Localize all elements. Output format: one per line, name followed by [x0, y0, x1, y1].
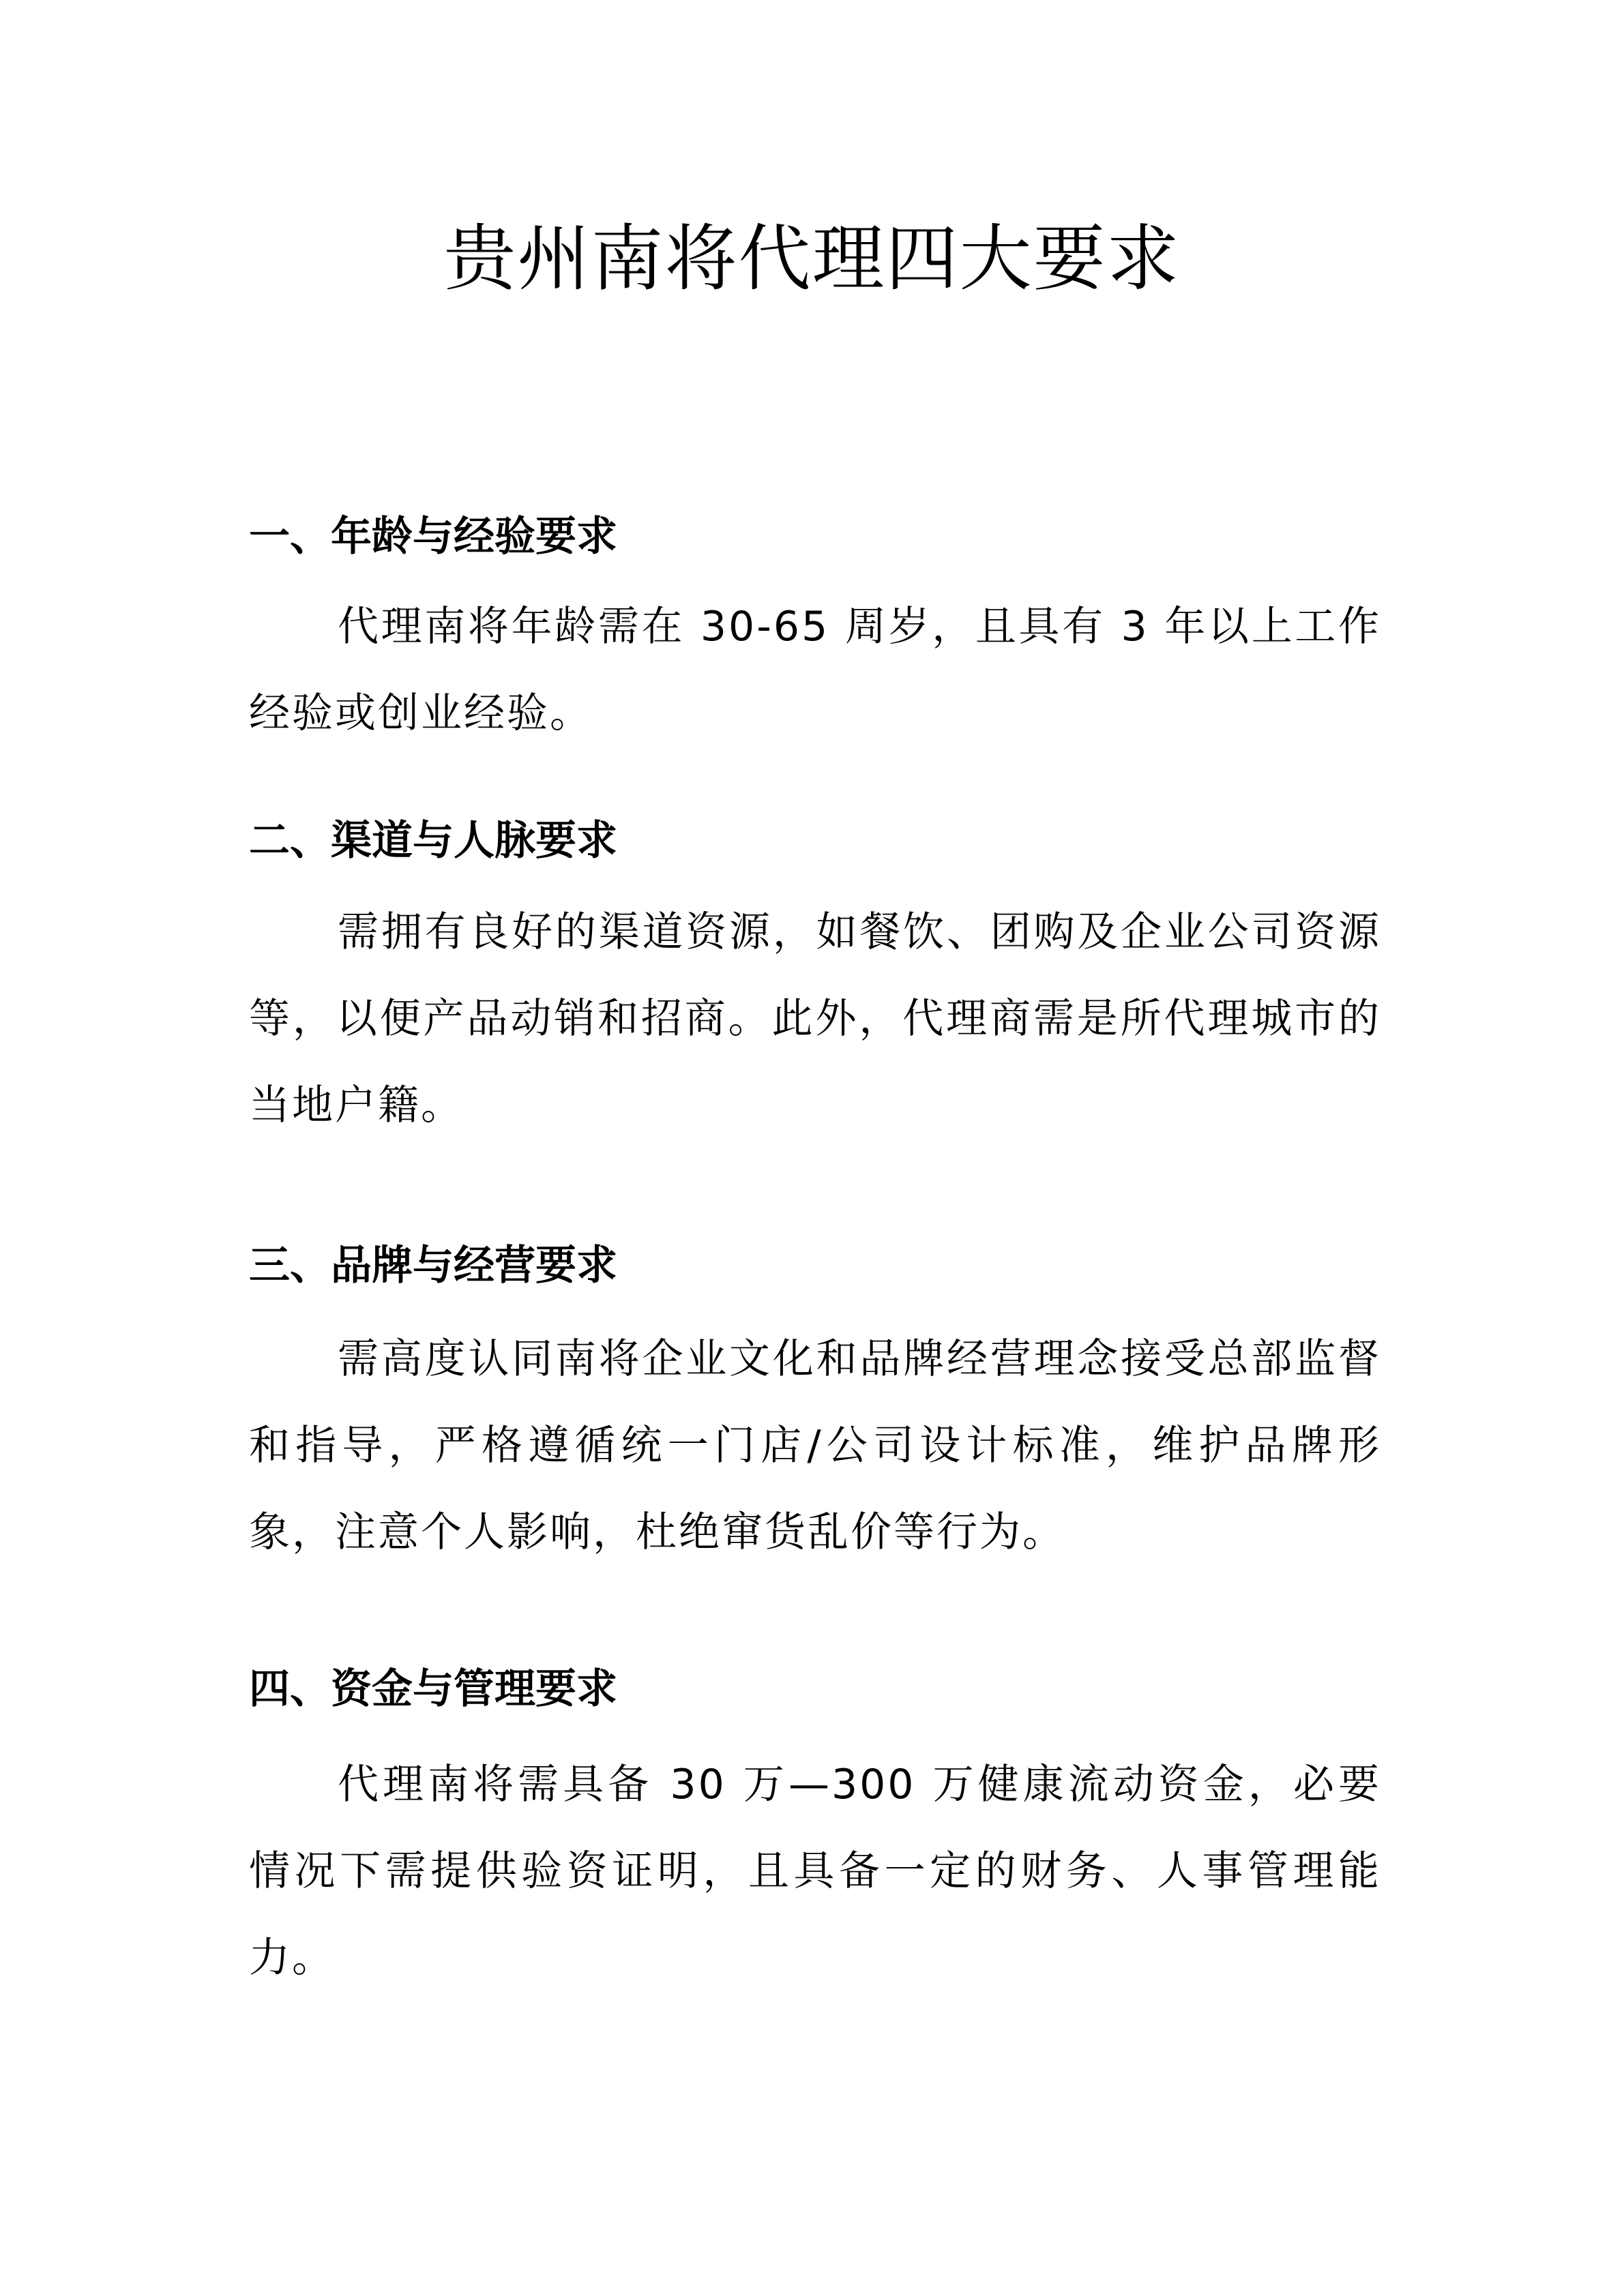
- section-heading-brand-operation: 三、品牌与经营要求: [249, 1242, 617, 1289]
- section-heading-capital-management: 四、资金与管理要求: [249, 1665, 617, 1713]
- document-title: 贵州南将代理四大要求: [443, 217, 1181, 301]
- section-body-brand-operation: 需高度认同南将企业文化和品牌经营理念接受总部监督和指导，严格遵循统一门店/公司设计标准，维护品牌形象，注意个人影响，杜绝窜货乱价等行为。: [249, 1335, 1381, 1556]
- section-body-age-experience: 代理南将年龄需在 30-65 周岁，且具有 3 年以上工作经验或创业经验。: [249, 603, 1381, 737]
- section-body-channels-network: 需拥有良好的渠道资源，如餐饮、团购及企业公司资源等，以便产品动销和招商。此外，代理商需是所代理城市的当地户籍。: [249, 908, 1381, 1129]
- section-heading-age-experience: 一、年龄与经验要求: [249, 513, 617, 561]
- section-heading-channels-network: 二、渠道与人脉要求: [249, 817, 617, 865]
- section-body-capital-management: 代理南将需具备 30 万—300 万健康流动资金，必要情况下需提供验资证明，且具备一定的财务、人事管理能力。: [249, 1761, 1381, 1982]
